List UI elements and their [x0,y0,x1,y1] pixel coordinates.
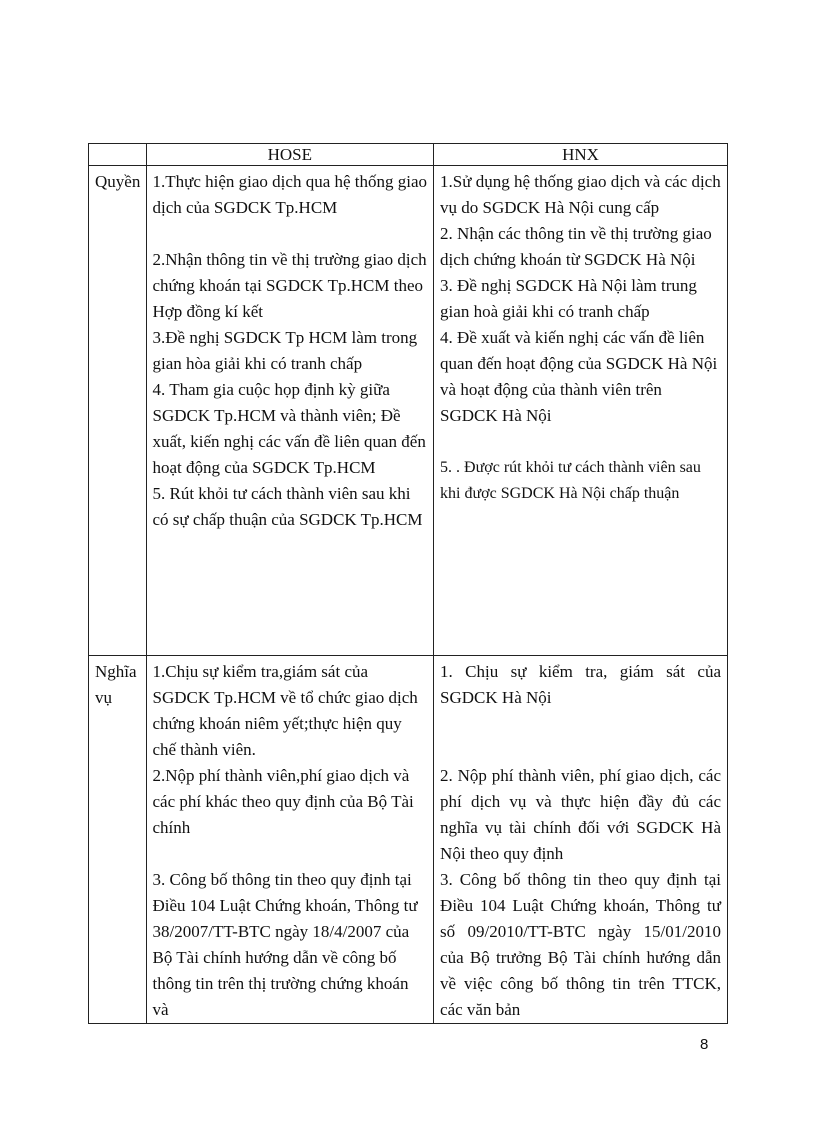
table-row-obligations [89,656,728,1024]
hose-right-5: 5. Rút khỏi tư cách thành viên sau khi có sự chấp thuận của SGDCK Tp.HCM [152,484,423,529]
hnx-obligation-blank-1 [440,711,721,737]
hose-right-blank [153,221,428,247]
hose-obligation-2: 2.Nộp phí thành viên,phí giao dịch và các phí khác theo quy định của Bộ Tài chính [152,766,418,837]
hnx-right-blank [440,429,721,455]
hnx-obligation-2: 2. Nộp phí thành viên, phí giao dịch, các phí dịch vụ và thực hiện đầy đủ các nghĩa vụ tài chính đối với SGDCK Hà Nội theo quy định [440,766,726,863]
hnx-obligation-1: 1. Chịu sự kiểm tra, giám sát của SGDCK Hà Nội [440,662,726,707]
hose-obligations-cell [146,656,434,1024]
hose-right-1: 1.Thực hiện giao dịch qua hệ thống giao dịch của SGDCK Tp.HCM [152,172,432,217]
comparison-table [88,143,728,1024]
header-cell-hose: HOSE [146,144,434,166]
hnx-obligation-3: 3. Công bố thông tin theo quy định tại Điều 104 Luật Chứng khoán, Thông tư số 09/2010/TT-BTC ngày 15/01/2010 của Bộ trưởng Bộ Tài chính hướng dẫn về việc công bố thông tin trên TTCK, các văn bản [440,870,726,1019]
row-label-rights: Quyền [89,166,147,656]
table-header-row [89,144,728,166]
hnx-obligation-blank-2 [440,737,721,763]
hose-obligation-3: 3. Công bố thông tin theo quy định tại Điều 104 Luật Chứng khoán, Thông tư 38/2007/TT-BTC ngày 18/4/2007 của Bộ Tài chính hướng dẫn về công bố thông tin trên thị trường chứng khoán và [152,870,422,1019]
hnx-right-3: 3. Đề nghị SGDCK Hà Nội làm trung gian hoà giải khi có tranh chấp [440,276,702,321]
hose-right-4: 4. Tham gia cuộc họp định kỳ giữa SGDCK Tp.HCM và thành viên; Đề xuất, kiến nghị các vấn đề liên quan đến hoạt động của SGDCK Tp.HCM [152,380,431,477]
row-label-obligations: Nghĩa vụ [89,656,147,1024]
hose-rights-cell [146,166,434,656]
hose-obligation-1: 1.Chịu sự kiểm tra,giám sát của SGDCK Tp.HCM về tổ chức giao dịch chứng khoán niêm yết;thực hiện quy chế thành viên. [152,662,423,759]
table-row-rights [89,166,728,656]
page-number: 8 [700,1036,709,1053]
hnx-right-4: 4. Đề xuất và kiến nghị các vấn đề liên quan đến hoạt động của SGDCK Hà Nội và hoạt động của thành viên trên SGDCK Hà Nội [440,328,722,425]
hose-right-2: 2.Nhận thông tin về thị trường giao dịch chứng khoán tại SGDCK Tp.HCM theo Hợp đồng kí kết [152,250,431,321]
hose-right-3: 3.Đề nghị SGDCK Tp HCM làm trong gian hòa giải khi có tranh chấp [152,328,422,373]
header-cell-hnx: HNX [434,144,728,166]
hnx-rights-cell [434,166,728,656]
hose-obligation-blank [153,841,428,867]
hnx-right-2: 2. Nhận các thông tin về thị trường giao dịch chứng khoán từ SGDCK Hà Nội [440,224,717,269]
hnx-right-5: 5. . Được rút khỏi tư cách thành viên sau khi được SGDCK Hà Nội chấp thuận [440,459,705,502]
header-cell-empty [89,144,147,166]
hnx-obligations-cell [434,656,728,1024]
hnx-right-1: 1.Sử dụng hệ thống giao dịch và các dịch vụ do SGDCK Hà Nội cung cấp [440,172,725,217]
